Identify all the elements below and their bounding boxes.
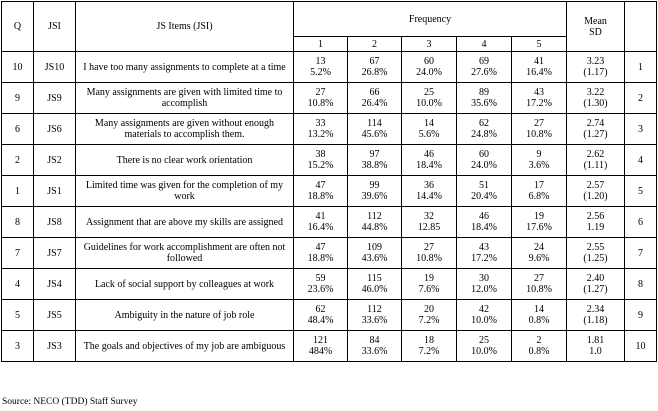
frequency-percent: 12.85: [417, 222, 441, 233]
q-number: 8: [2, 207, 34, 238]
items-header: JS Items (JSI): [76, 2, 294, 52]
frequency-percent: 16.4%: [526, 67, 552, 78]
frequency-cell: [457, 300, 512, 331]
frequency-count: 69: [479, 56, 489, 67]
frequency-percent: 35.6%: [471, 98, 497, 109]
frequency-count: 42: [479, 304, 489, 315]
frequency-count: 46: [424, 149, 434, 160]
frequency-percent: 0.8%: [528, 346, 550, 357]
frequency-percent: 484%: [308, 346, 333, 357]
frequency-cell: [512, 331, 567, 362]
mean-sd-cell: [567, 300, 625, 331]
frequency-cell: [512, 176, 567, 207]
sd-value: (1.27): [583, 129, 608, 140]
table-row: [2, 114, 657, 145]
frequency-cell: [294, 176, 348, 207]
freq-col-2: 2: [348, 37, 402, 52]
mean-value: 3.22: [586, 87, 605, 98]
frequency-count: 30: [479, 273, 489, 284]
frequency-cell: [512, 145, 567, 176]
table-row: [2, 269, 657, 300]
jsi-code: JS5: [34, 300, 76, 331]
frequency-count: 38: [315, 149, 326, 160]
frequency-cell: [294, 52, 348, 83]
jsi-code: JS3: [34, 331, 76, 362]
rank: 1: [625, 52, 657, 83]
mean-sd-cell: [567, 114, 625, 145]
sd-value: (1.18): [583, 315, 608, 326]
frequency-count: 13: [315, 56, 326, 67]
frequency-count: 25: [424, 87, 434, 98]
frequency-cell: [348, 145, 402, 176]
frequency-cell: [512, 207, 567, 238]
frequency-cell: [457, 176, 512, 207]
mean-sd-cell: [567, 176, 625, 207]
frequency-percent: 10.8%: [307, 98, 334, 109]
frequency-percent: 33.6%: [361, 346, 388, 357]
frequency-count: 97: [369, 149, 380, 160]
frequency-percent: 24.0%: [416, 67, 442, 78]
freq-col-5: 5: [512, 37, 567, 52]
table-row: [2, 52, 657, 83]
item-text: Lack of social support by colleagues at work: [76, 269, 294, 300]
frequency-cell: [402, 145, 457, 176]
frequency-count: 33: [315, 118, 326, 129]
mean-value: 3.23: [586, 56, 605, 67]
q-number: 6: [2, 114, 34, 145]
q-number: 4: [2, 269, 34, 300]
frequency-percent: 44.8%: [361, 222, 388, 233]
sd-value: (1.25): [583, 253, 608, 264]
job-stress-table: [1, 1, 657, 362]
frequency-percent: 17.6%: [526, 222, 552, 233]
frequency-cell: [294, 145, 348, 176]
item-text: Ambiguity in the nature of job role: [76, 300, 294, 331]
frequency-percent: 10.0%: [471, 346, 497, 357]
item-text: I have too many assignments to complete at a time: [76, 52, 294, 83]
jsi-code: JS8: [34, 207, 76, 238]
mean-sd-cell: [567, 269, 625, 300]
rank: 3: [625, 114, 657, 145]
frequency-percent: 9.6%: [528, 253, 550, 264]
frequency-count: 60: [424, 56, 434, 67]
jsi-code: JS10: [34, 52, 76, 83]
frequency-count: 19: [424, 273, 434, 284]
table-row: [2, 331, 657, 362]
frequency-cell: [348, 269, 402, 300]
frequency-cell: [457, 83, 512, 114]
rank: 6: [625, 207, 657, 238]
frequency-cell: [512, 238, 567, 269]
frequency-count: 112: [367, 304, 382, 315]
frequency-count: 43: [534, 87, 544, 98]
mean-value: 2.40: [586, 273, 605, 284]
freq-col-4: 4: [457, 37, 512, 52]
frequency-cell: [348, 52, 402, 83]
jsi-code: JS9: [34, 83, 76, 114]
frequency-cell: [512, 300, 567, 331]
q-number: 2: [2, 145, 34, 176]
mean-value: 2.56: [586, 211, 605, 222]
q-number: 5: [2, 300, 34, 331]
frequency-count: 109: [367, 242, 382, 253]
frequency-count: 99: [369, 180, 380, 191]
item-text: Limited time was given for the completion of my work: [76, 176, 294, 207]
mean-value: 2.57: [586, 180, 605, 191]
jsi-code: JS7: [34, 238, 76, 269]
mean-sd-cell: [567, 207, 625, 238]
rank: 5: [625, 176, 657, 207]
frequency-percent: 38.8%: [361, 160, 388, 171]
freq-col-3: 3: [402, 37, 457, 52]
jsi-code: JS2: [34, 145, 76, 176]
sd-value: (1.20): [583, 191, 608, 202]
frequency-cell: [402, 176, 457, 207]
item-text: Many assignments are given with limited time to accomplish: [76, 83, 294, 114]
frequency-count: 66: [369, 87, 380, 98]
table-row: [2, 83, 657, 114]
frequency-percent: 17.2%: [526, 98, 552, 109]
q-number: 3: [2, 331, 34, 362]
table-row: [2, 300, 657, 331]
frequency-count: 46: [479, 211, 489, 222]
rank: 10: [625, 331, 657, 362]
frequency-cell: [402, 52, 457, 83]
frequency-count: 47: [315, 180, 326, 191]
rank: 7: [625, 238, 657, 269]
frequency-count: 27: [534, 118, 544, 129]
frequency-percent: 0.8%: [528, 315, 550, 326]
frequency-cell: [457, 238, 512, 269]
frequency-percent: 3.6%: [528, 160, 550, 171]
freq-col-1: 1: [294, 37, 348, 52]
mean-value: 2.55: [586, 242, 605, 253]
table-row: [2, 238, 657, 269]
frequency-cell: [402, 269, 457, 300]
frequency-count: 41: [315, 211, 326, 222]
frequency-count: 14: [424, 118, 434, 129]
frequency-cell: [294, 300, 348, 331]
frequency-count: 115: [367, 273, 382, 284]
item-text: Guidelines for work accomplishment are often not followed: [76, 238, 294, 269]
frequency-percent: 7.2%: [418, 315, 440, 326]
q-number: 1: [2, 176, 34, 207]
frequency-count: 51: [479, 180, 489, 191]
frequency-count: 47: [315, 242, 326, 253]
frequency-cell: [294, 269, 348, 300]
frequency-percent: 16.4%: [307, 222, 334, 233]
frequency-cell: [348, 331, 402, 362]
frequency-percent: 23.6%: [307, 284, 334, 295]
sd-label: SD: [589, 26, 602, 38]
mean-sd-cell: [567, 52, 625, 83]
q-number: 10: [2, 52, 34, 83]
q-header: Q: [2, 2, 34, 52]
q-number: 7: [2, 238, 34, 269]
source-note: Source: NECO (TDD) Staff Survey: [2, 397, 138, 407]
table-row: [2, 207, 657, 238]
frequency-percent: 18.8%: [307, 191, 334, 202]
jsi-code: JS6: [34, 114, 76, 145]
frequency-cell: [348, 114, 402, 145]
frequency-count: 27: [534, 273, 544, 284]
frequency-cell: [457, 269, 512, 300]
frequency-percent: 10.0%: [471, 315, 497, 326]
frequency-count: 121: [313, 335, 328, 346]
frequency-percent: 6.8%: [528, 191, 550, 202]
frequency-count: 19: [534, 211, 544, 222]
mean-sd-cell: [567, 331, 625, 362]
sd-value: (1.30): [583, 98, 608, 109]
rank: 2: [625, 83, 657, 114]
frequency-percent: 15.2%: [307, 160, 334, 171]
frequency-count: 14: [534, 304, 544, 315]
frequency-percent: 5.2%: [310, 67, 331, 78]
frequency-cell: [512, 52, 567, 83]
frequency-percent: 45.6%: [361, 129, 388, 140]
rank: 9: [625, 300, 657, 331]
frequency-percent: 26.8%: [361, 67, 388, 78]
frequency-percent: 12.0%: [471, 284, 497, 295]
frequency-count: 32: [424, 211, 434, 222]
frequency-percent: 18.8%: [307, 253, 334, 264]
mean-label: Mean: [584, 15, 607, 27]
mean-value: 1.81: [586, 335, 605, 346]
frequency-count: 36: [424, 180, 434, 191]
frequency-cell: [402, 238, 457, 269]
frequency-count: 27: [424, 242, 434, 253]
frequency-percent: 14.4%: [416, 191, 442, 202]
frequency-percent: 43.6%: [361, 253, 388, 264]
frequency-cell: [402, 331, 457, 362]
frequency-percent: 18.4%: [471, 222, 497, 233]
frequency-count: 114: [367, 118, 382, 129]
frequency-cell: [402, 83, 457, 114]
frequency-cell: [512, 269, 567, 300]
frequency-cell: [348, 207, 402, 238]
frequency-percent: 46.0%: [361, 284, 388, 295]
mean-sd-cell: [567, 145, 625, 176]
frequency-cell: [457, 145, 512, 176]
frequency-percent: 7.2%: [418, 346, 440, 357]
sd-value: (1.11): [583, 160, 608, 171]
frequency-cell: [457, 114, 512, 145]
sd-value: (1.27): [583, 284, 608, 295]
frequency-percent: 17.2%: [471, 253, 497, 264]
rank: 8: [625, 269, 657, 300]
item-text: Assignment that are above my skills are assigned: [76, 207, 294, 238]
frequency-percent: 10.0%: [416, 98, 442, 109]
q-number: 9: [2, 83, 34, 114]
rank: 4: [625, 145, 657, 176]
mean-sd-cell: [567, 83, 625, 114]
sd-value: (1.17): [583, 67, 608, 78]
frequency-percent: 27.6%: [471, 67, 497, 78]
frequency-cell: [294, 238, 348, 269]
frequency-percent: 10.8%: [526, 129, 552, 140]
item-text: Many assignments are given without enough materials to accomplish them.: [76, 114, 294, 145]
item-text: The goals and objectives of my job are ambiguous: [76, 331, 294, 362]
frequency-count: 62: [315, 304, 326, 315]
frequency-percent: 10.8%: [526, 284, 552, 295]
frequency-percent: 39.6%: [361, 191, 388, 202]
table-row: [2, 145, 657, 176]
frequency-cell: [294, 114, 348, 145]
frequency-cell: [348, 83, 402, 114]
frequency-count: 89: [479, 87, 489, 98]
frequency-count: 27: [315, 87, 326, 98]
jsi-code: JS4: [34, 269, 76, 300]
table-row: [2, 176, 657, 207]
frequency-count: 20: [424, 304, 434, 315]
frequency-count: 24: [534, 242, 544, 253]
frequency-percent: 18.4%: [416, 160, 442, 171]
frequency-cell: [348, 176, 402, 207]
frequency-cell: [512, 83, 567, 114]
header-row: [2, 2, 657, 37]
frequency-count: 59: [315, 273, 326, 284]
mean-sd-cell: [567, 238, 625, 269]
jsi-header: JSI: [34, 2, 76, 52]
frequency-count: 67: [369, 56, 380, 67]
frequency-count: 18: [424, 335, 434, 346]
frequency-cell: [457, 207, 512, 238]
frequency-percent: 13.2%: [307, 129, 334, 140]
frequency-percent: 5.6%: [418, 129, 440, 140]
frequency-cell: [294, 207, 348, 238]
frequency-cell: [457, 52, 512, 83]
mean-value: 2.34: [586, 304, 605, 315]
frequency-count: 62: [479, 118, 489, 129]
frequency-cell: [457, 331, 512, 362]
frequency-cell: [402, 114, 457, 145]
mean-value: 2.74: [586, 118, 605, 129]
frequency-count: 17: [534, 180, 544, 191]
frequency-count: 60: [479, 149, 489, 160]
frequency-cell: [512, 114, 567, 145]
frequency-percent: 7.6%: [418, 284, 440, 295]
frequency-percent: 10.8%: [416, 253, 442, 264]
frequency-percent: 24.0%: [471, 160, 497, 171]
frequency-count: 9: [536, 149, 542, 160]
frequency-cell: [348, 300, 402, 331]
sd-value: 1.19: [586, 222, 605, 233]
frequency-header: Frequency: [294, 2, 567, 37]
frequency-cell: [402, 207, 457, 238]
frequency-percent: 33.6%: [361, 315, 388, 326]
frequency-count: 25: [479, 335, 489, 346]
frequency-count: 84: [369, 335, 380, 346]
mean-sd-header: [567, 2, 625, 52]
frequency-percent: 20.4%: [471, 191, 497, 202]
jsi-code: JS1: [34, 176, 76, 207]
item-text: There is no clear work orientation: [76, 145, 294, 176]
frequency-count: 2: [536, 335, 542, 346]
frequency-count: 41: [534, 56, 544, 67]
frequency-cell: [348, 238, 402, 269]
frequency-cell: [402, 300, 457, 331]
sd-value: 1.0: [589, 346, 602, 357]
mean-value: 2.62: [586, 149, 605, 160]
frequency-percent: 26.4%: [361, 98, 388, 109]
frequency-percent: 48.4%: [307, 315, 334, 326]
frequency-cell: [294, 83, 348, 114]
frequency-cell: [294, 331, 348, 362]
rank-header: [625, 2, 657, 52]
frequency-percent: 24.8%: [471, 129, 497, 140]
frequency-count: 43: [479, 242, 489, 253]
frequency-count: 112: [367, 211, 382, 222]
